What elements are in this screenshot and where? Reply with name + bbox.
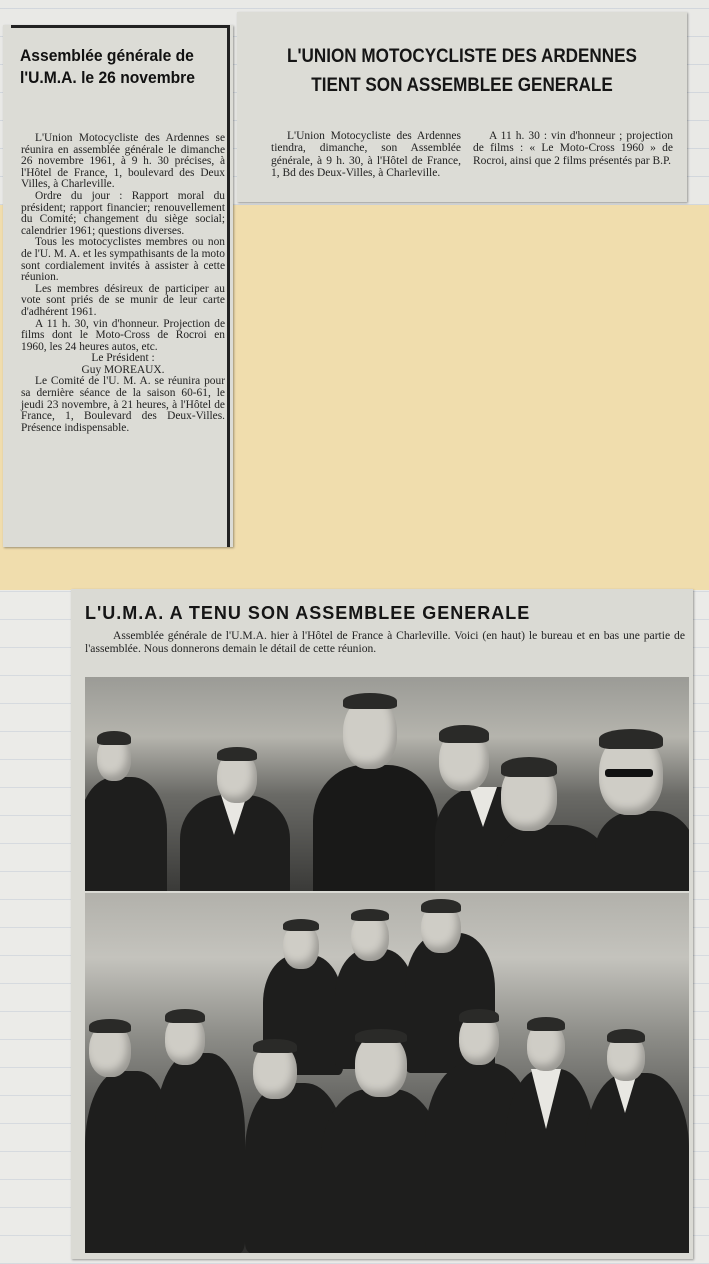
- clipping-1-body: [21, 133, 225, 434]
- clipping-2-title-line1: L'UNION MOTOCYCLISTE DES ARDENNES: [287, 46, 637, 67]
- clipping-rule-right: [227, 25, 230, 547]
- signature-name: Guy MOREAUX.: [81, 363, 165, 376]
- signature-role: Le Président :: [91, 352, 155, 365]
- photo-bureau: [85, 677, 689, 891]
- clipping-1-paragraph: A 11 h. 30, vin d'honneur. Projection de films dont le Moto-Cross de Rocroi en 1960, les 24 heures autos, etc.: [21, 317, 225, 353]
- clipping-2-column-right: A 11 h. 30 : vin d'honneur ; projection de films : « Le Moto-Cross 1960 » de Rocroi, ainsi que 2 films présentés par B.P.: [473, 130, 673, 167]
- clipping-3-caption: Assemblée générale de l'U.M.A. hier à l'Hôtel de France à Charleville. Voici (en haut) le bureau et en bas une partie de l'assemblée. Nous donnerons demain le détail de cette réunion.: [85, 629, 685, 655]
- clipping-union-motocycliste: [237, 12, 687, 202]
- clipping-1-title: Assemblée générale de l'U.M.A. le 26 novembre: [20, 46, 195, 87]
- clipping-rule-top: [11, 25, 227, 28]
- clipping-1-paragraph: Ordre du jour : Rapport moral du président; rapport financier; renouvellement du Comité; changement du siège social; calendrier 1961; questions diverses.: [21, 189, 225, 237]
- clipping-2-title: [278, 42, 647, 100]
- clipping-3-title: L'U.M.A. A TENU SON ASSEMBLEE GENERALE: [85, 603, 531, 623]
- clipping-1-paragraph: L'Union Motocycliste des Ardennes se réunira en assemblée générale le dimanche 26 novembre 1961, à 9 h. 30 précises, à l'Hôtel de France, 1, boulevard des Deux Villes, à Charleville.: [21, 132, 225, 191]
- clipping-1-paragraph: Tous les motocyclistes membres ou non de l'U. M. A. et les sympathisants de la moto sont cordialement invités à assister à cette réunion.: [21, 236, 225, 284]
- clipping-uma-a-tenu: [71, 589, 693, 1259]
- clipping-1-closing: Le Comité de l'U. M. A. se réunira pour sa dernière séance de la saison 60-61, le jeudi 23 novembre, à 21 heures, à l'Hôtel de France, 1, Boulevard des Deux-Villes. Présence indispensable.: [21, 375, 225, 434]
- clipping-1-paragraph: Les membres désireux de participer au vote sont priés de se munir de leur carte d'adhérent 1961.: [21, 282, 225, 318]
- clipping-assemblee-announcement: [3, 25, 233, 547]
- clipping-2-title-line2: TIENT SON ASSEMBLEE GENERALE: [311, 75, 613, 96]
- photo-assemblee: [85, 893, 689, 1253]
- clipping-2-column-left: L'Union Motocycliste des Ardennes tiendra, dimanche, son Assemblée générale, à 9 h. 30, à l'Hôtel de France, 1, Bd des Deux-Villes, à Charleville.: [271, 130, 461, 180]
